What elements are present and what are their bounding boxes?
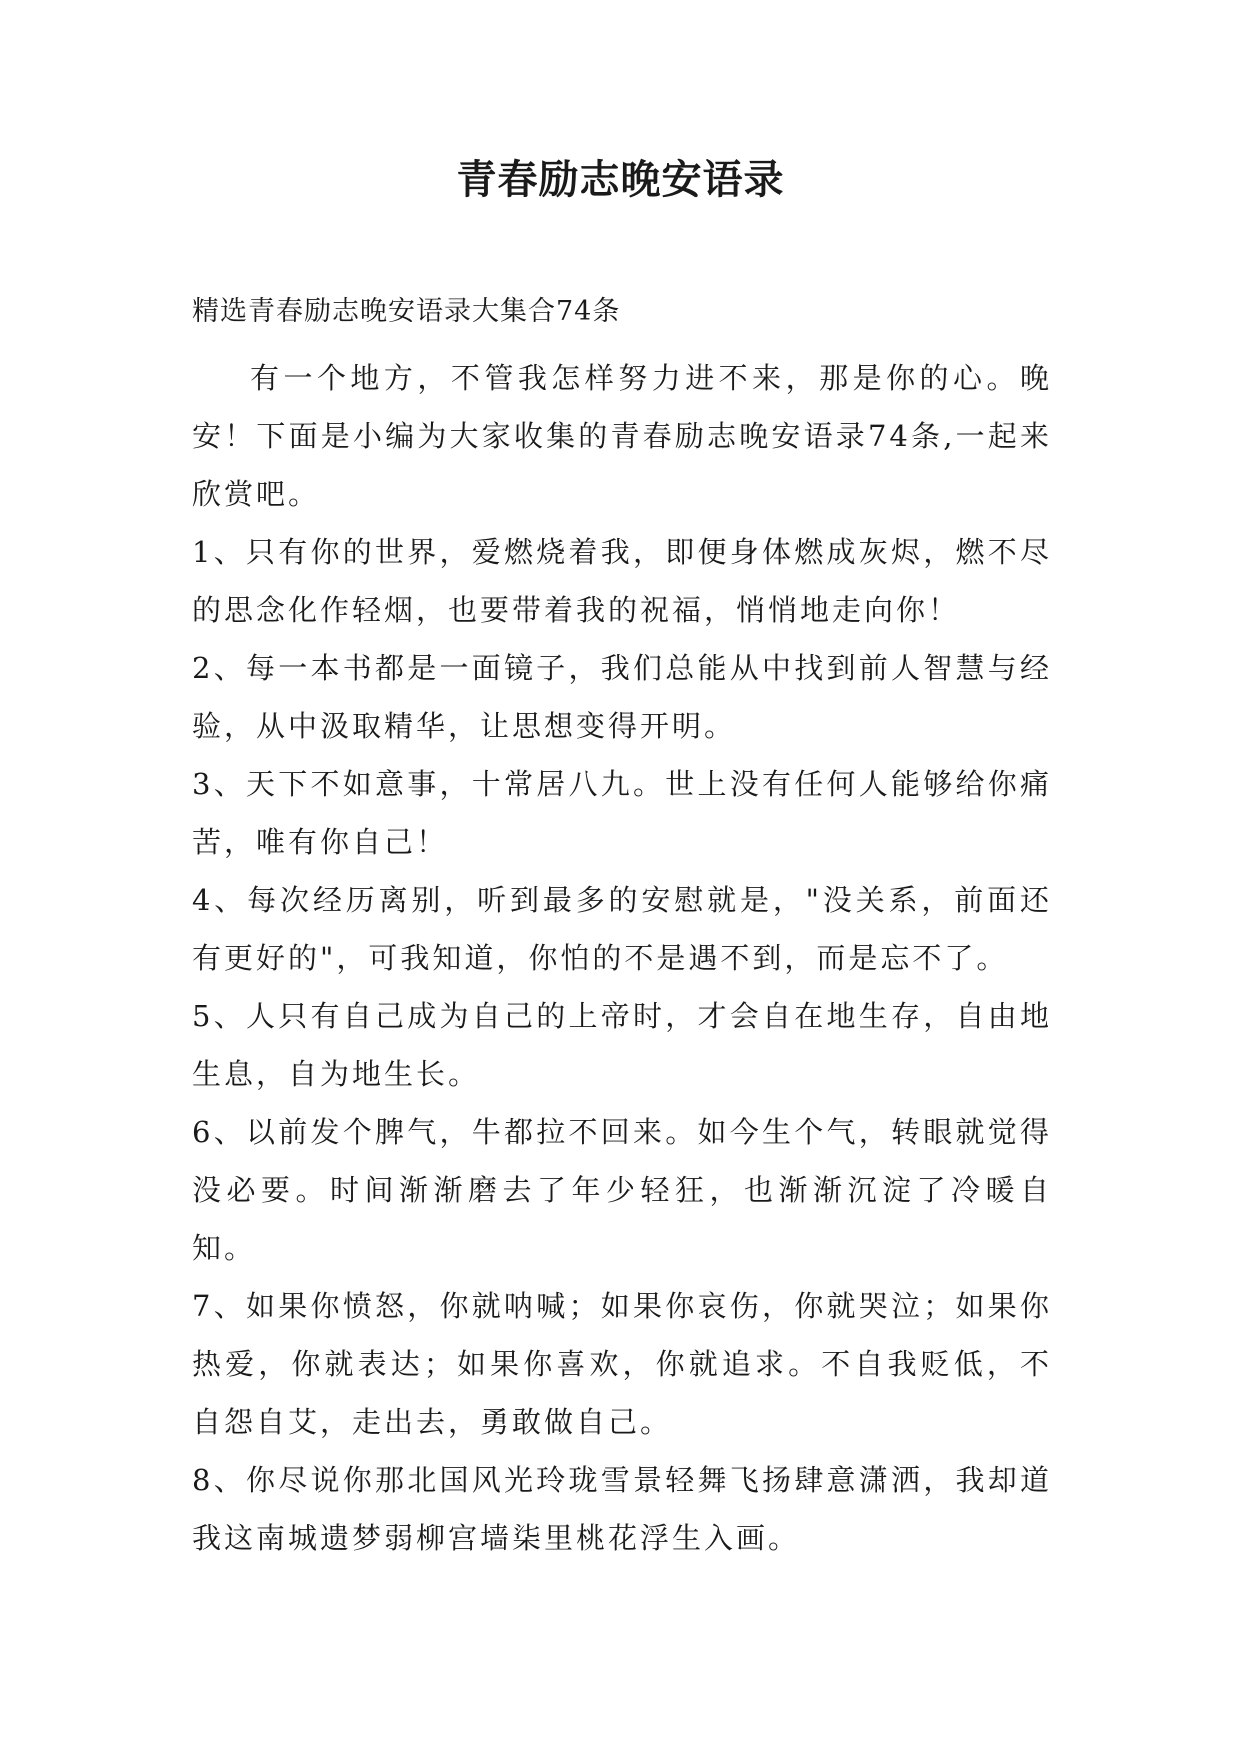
quote-item-1: 1、只有你的世界，爱燃烧着我，即便身体燃成灰烬，燃不尽的思念化作轻烟，也要带着我的祝福，悄悄地走向你！ — [192, 535, 1052, 627]
document-title: 青春励志晚安语录 — [456, 157, 785, 203]
intro-paragraph: 有一个地方，不管我怎样努力进不来，那是你的心。晚安！下面是小编为大家收集的青春励志晚安语录74条,一起来欣赏吧。 — [192, 361, 1052, 511]
quote-item-6: 6、以前发个脾气，牛都拉不回来。如今生个气，转眼就觉得没必要。时间渐渐磨去了年少轻狂，也渐渐沉淀了冷暖自知。 — [192, 1115, 1052, 1265]
quote-item-2: 2、每一本书都是一面镜子，我们总能从中找到前人智慧与经验，从中汲取精华，让思想变得开明。 — [192, 651, 1052, 743]
quote-item-5: 5、人只有自己成为自己的上帝时，才会自在地生存，自由地生息，自为地生长。 — [192, 999, 1052, 1091]
quote-item-4: 4、每次经历离别，听到最多的安慰就是，"没关系，前面还有更好的"，可我知道，你怕的不是遇不到，而是忘不了。 — [192, 883, 1052, 975]
document-body — [192, 349, 1052, 1567]
quote-item-3: 3、天下不如意事，十常居八九。世上没有任何人能够给你痛苦，唯有你自己！ — [192, 767, 1052, 859]
quote-item-8: 8、你尽说你那北国风光玲珑雪景轻舞飞扬肆意潇洒，我却道我这南城遗梦弱柳宫墙柒里桃花浮生入画。 — [192, 1463, 1052, 1555]
quote-item-7: 7、如果你愤怒，你就呐喊；如果你哀伤，你就哭泣；如果你热爱，你就表达；如果你喜欢，你就追求。不自我贬低，不自怨自艾，走出去，勇敢做自己。 — [192, 1289, 1052, 1439]
document-subtitle: 精选青春励志晚安语录大集合74条 — [192, 296, 621, 327]
